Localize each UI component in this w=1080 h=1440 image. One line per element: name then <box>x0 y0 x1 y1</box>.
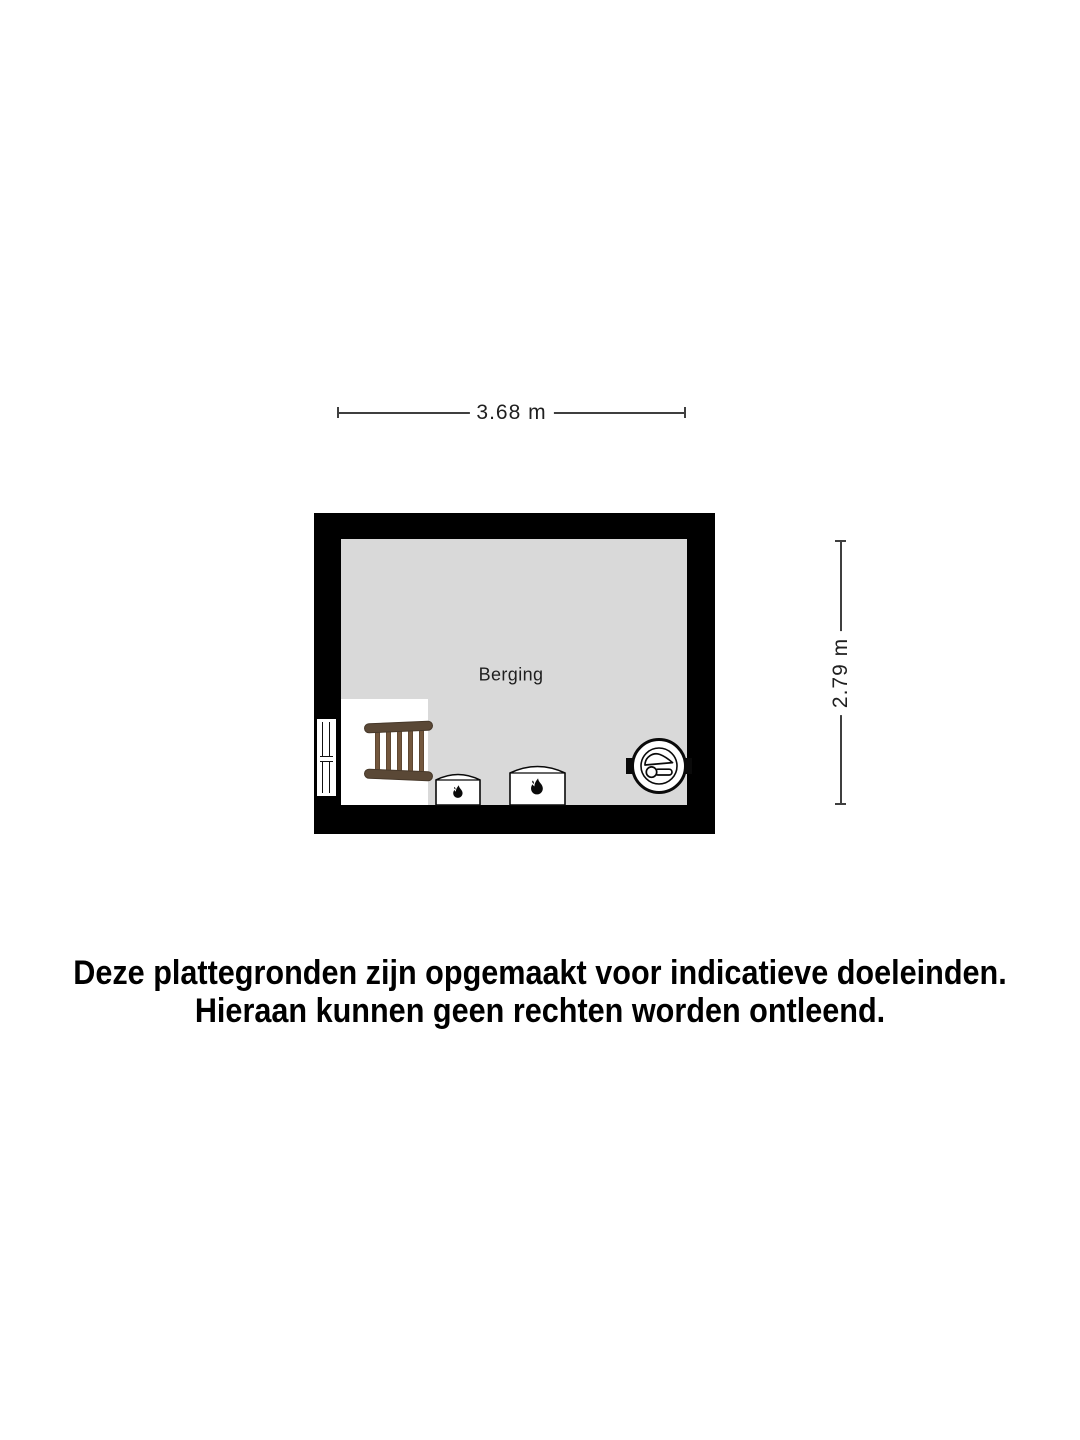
dimension-tick <box>835 803 846 805</box>
ladder-rung <box>408 727 414 775</box>
ladder-rung <box>375 727 381 775</box>
ladder-rung <box>419 727 425 775</box>
fire-box-small-icon <box>435 772 481 806</box>
ladder-rung <box>386 727 392 775</box>
height-dimension-label: 2.79 m <box>829 630 853 714</box>
ladder-icon <box>360 715 438 785</box>
boiler-icon <box>629 736 689 796</box>
width-dimension-label: 3.68 m <box>469 401 553 425</box>
window-icon <box>316 718 337 797</box>
disclaimer-line-2: Hieraan kunnen geen rechten worden ontleend. <box>194 992 886 1030</box>
window-sash <box>320 756 333 762</box>
dimension-tick <box>835 540 846 542</box>
dimension-tick <box>337 407 339 418</box>
room-label: Berging <box>478 664 544 685</box>
disclaimer-line-1: Deze plattegronden zijn opgemaakt voor indicatieve doeleinden. <box>73 954 1007 992</box>
fire-box-large-icon <box>509 763 566 806</box>
ladder-rung <box>397 727 403 775</box>
disclaimer <box>54 954 1026 1030</box>
dimension-tick <box>684 407 686 418</box>
ladder-rail <box>364 768 433 781</box>
